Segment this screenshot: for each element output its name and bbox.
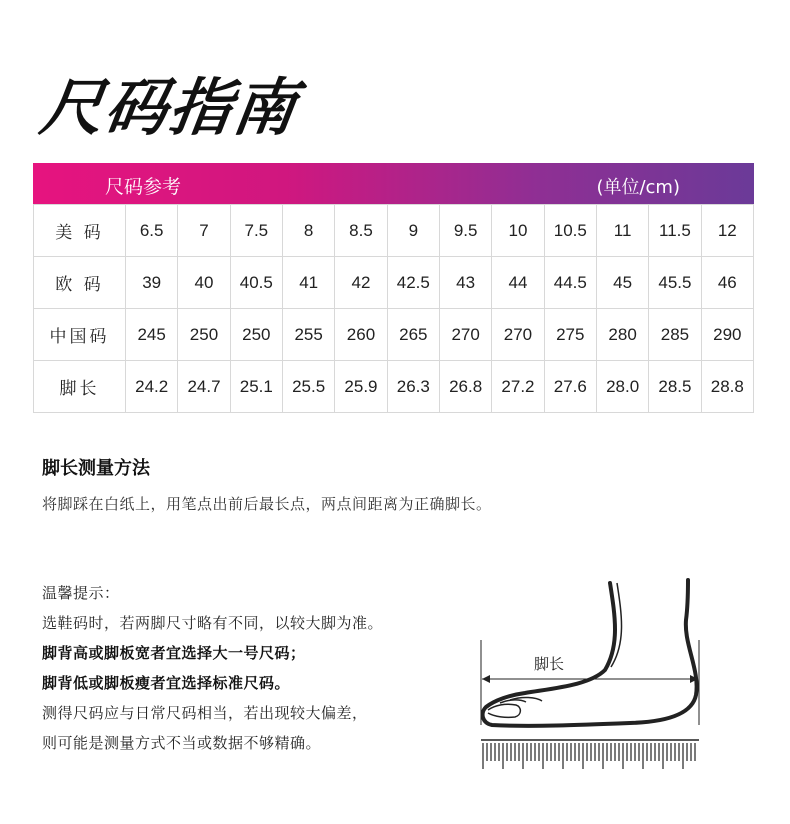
table-cell: 25.1 bbox=[230, 361, 282, 413]
table-cell: 28.8 bbox=[701, 361, 753, 413]
foot-measure-illustration bbox=[470, 575, 710, 775]
size-chart bbox=[33, 163, 754, 413]
row-label: 脚长 bbox=[34, 361, 126, 413]
table-cell: 26.3 bbox=[387, 361, 439, 413]
measure-title: 脚长测量方法 bbox=[42, 458, 150, 479]
table-cell: 46 bbox=[701, 257, 753, 309]
table-cell: 26.8 bbox=[439, 361, 491, 413]
size-chart-title: 尺码参考 bbox=[105, 176, 182, 198]
table-cell: 265 bbox=[387, 309, 439, 361]
toe-shape bbox=[488, 704, 520, 717]
row-label: 中国码 bbox=[34, 309, 126, 361]
table-cell: 39 bbox=[126, 257, 178, 309]
table-cell: 25.9 bbox=[335, 361, 387, 413]
table-cell: 41 bbox=[282, 257, 334, 309]
table-cell: 11 bbox=[596, 205, 648, 257]
tip-line: 则可能是测量方式不当或数据不够精确。 bbox=[42, 734, 322, 752]
table-cell: 9 bbox=[387, 205, 439, 257]
page-title: 尺码指南 bbox=[36, 71, 303, 144]
table-cell: 11.5 bbox=[649, 205, 701, 257]
table-cell: 8 bbox=[282, 205, 334, 257]
tips-block bbox=[42, 578, 383, 758]
table-cell: 7.5 bbox=[230, 205, 282, 257]
table-cell: 8.5 bbox=[335, 205, 387, 257]
table-cell: 270 bbox=[492, 309, 544, 361]
table-cell: 250 bbox=[178, 309, 230, 361]
table-cell: 270 bbox=[439, 309, 491, 361]
table-cell: 255 bbox=[282, 309, 334, 361]
table-row bbox=[34, 361, 754, 413]
table-cell: 6.5 bbox=[126, 205, 178, 257]
table-cell: 42.5 bbox=[387, 257, 439, 309]
table-cell: 24.2 bbox=[126, 361, 178, 413]
table-cell: 245 bbox=[126, 309, 178, 361]
tip-line: 脚背高或脚板宽者宜选择大一号尺码； bbox=[42, 644, 306, 662]
unit-label: (单位/cm) bbox=[596, 177, 680, 198]
measure-instructions: 将脚踩在白纸上，用笔点出前后最长点，两点间距离为正确脚长。 bbox=[42, 495, 492, 513]
table-cell: 44.5 bbox=[544, 257, 596, 309]
table-cell: 27.2 bbox=[492, 361, 544, 413]
table-cell: 10.5 bbox=[544, 205, 596, 257]
table-cell: 40.5 bbox=[230, 257, 282, 309]
table-row bbox=[34, 205, 754, 257]
toe-shape bbox=[500, 700, 526, 703]
row-label: 美 码 bbox=[34, 205, 126, 257]
table-cell: 40 bbox=[178, 257, 230, 309]
foot-length-label: 脚长 bbox=[534, 655, 565, 673]
table-cell: 27.6 bbox=[544, 361, 596, 413]
tip-line: 脚背低或脚板瘦者宜选择标准尺码。 bbox=[42, 674, 291, 692]
table-cell: 260 bbox=[335, 309, 387, 361]
size-chart-header bbox=[33, 163, 754, 204]
table-cell: 275 bbox=[544, 309, 596, 361]
table-cell: 9.5 bbox=[439, 205, 491, 257]
ruler-ticks bbox=[483, 743, 695, 769]
table-cell: 45 bbox=[596, 257, 648, 309]
table-cell: 12 bbox=[701, 205, 753, 257]
arrow-head-left bbox=[482, 675, 490, 683]
tip-line: 选鞋码时，若两脚尺寸略有不同，以较大脚为准。 bbox=[42, 614, 384, 632]
tip-line: 测得尺码应与日常尺码相当，若出现较大偏差， bbox=[42, 704, 368, 722]
table-cell: 250 bbox=[230, 309, 282, 361]
table-cell: 290 bbox=[701, 309, 753, 361]
table-cell: 280 bbox=[596, 309, 648, 361]
table-row bbox=[34, 309, 754, 361]
row-label: 欧 码 bbox=[34, 257, 126, 309]
table-cell: 25.5 bbox=[282, 361, 334, 413]
table-cell: 285 bbox=[649, 309, 701, 361]
table-cell: 7 bbox=[178, 205, 230, 257]
table-cell: 24.7 bbox=[178, 361, 230, 413]
foot-outline bbox=[483, 580, 697, 726]
table-cell: 45.5 bbox=[649, 257, 701, 309]
tips-heading: 温馨提示： bbox=[42, 584, 120, 602]
size-table bbox=[33, 204, 754, 413]
table-cell: 10 bbox=[492, 205, 544, 257]
table-cell: 28.5 bbox=[649, 361, 701, 413]
table-cell: 43 bbox=[439, 257, 491, 309]
table-cell: 42 bbox=[335, 257, 387, 309]
table-cell: 44 bbox=[492, 257, 544, 309]
table-row bbox=[34, 257, 754, 309]
table-cell: 28.0 bbox=[596, 361, 648, 413]
